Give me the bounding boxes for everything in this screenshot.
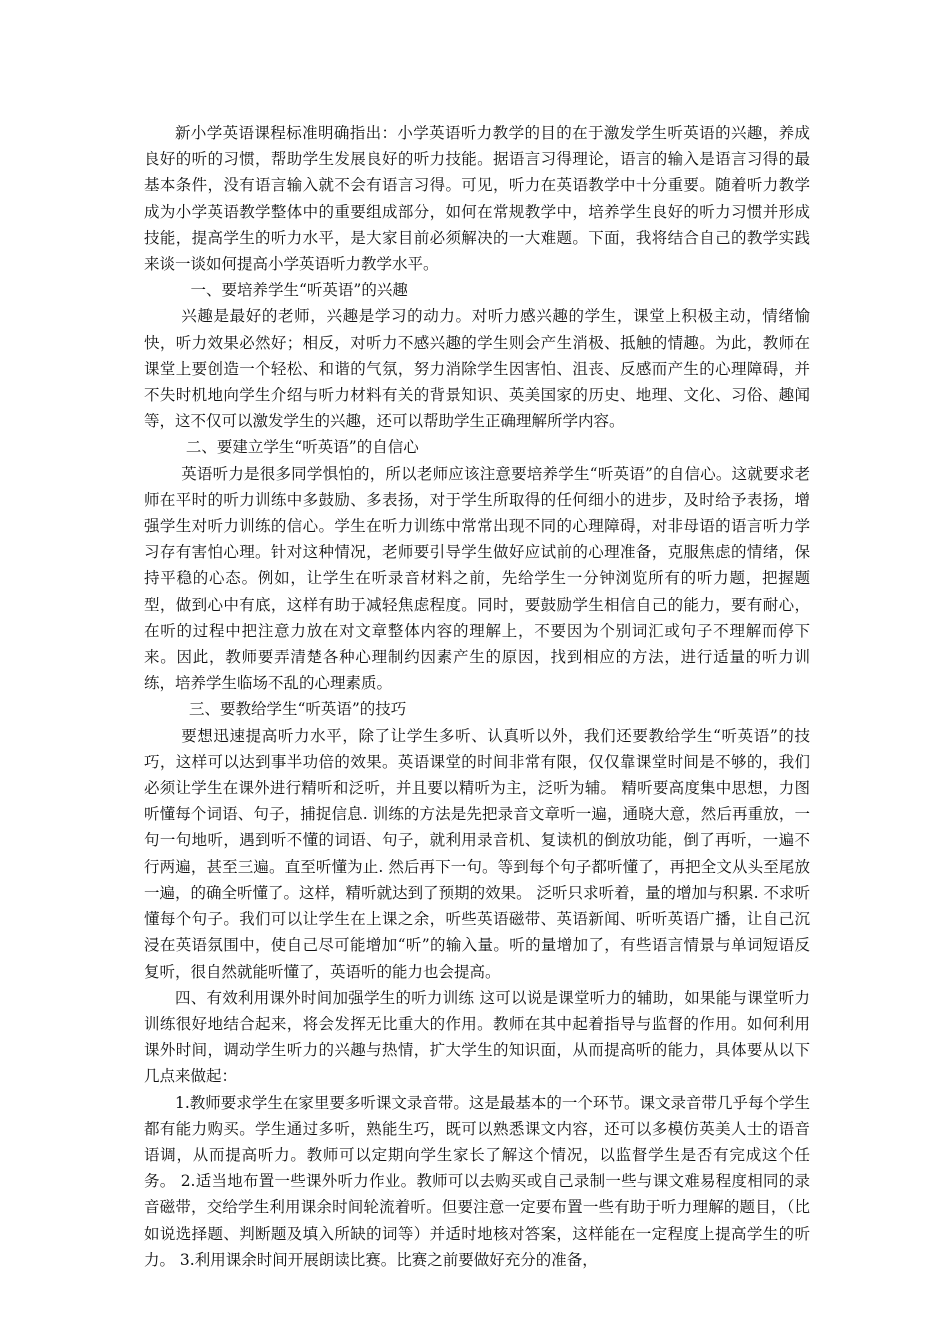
section-body-extracurricular: 四、有效利用课外时间加强学生的听力训练 这可以说是课堂听力的辅助，如果能与课堂听力训练很好地结合起来，将会发挥无比重大的作用。教师在其中起着指导与监督的作用。如何利用课外时间，调动学生听力的兴趣与热情，扩大学生的知识面，从而提高听的能力，具体要从以下几点来做起： xyxy=(144,988,810,1086)
section-points-extracurricular: 1.教师要求学生在家里要多听课文录音带。这是最基本的一个环节。课文录音带几乎每个学生都有能力购买。学生通过多听，熟能生巧，既可以熟悉课文内容，还可以多模仿英美人士的语音语调，从而提高听力。教师可以定期向学生家长了解这个情况，以监督学生是否有完成这个任务。 2.适当地布置一些课外听力作业。教师可以去购买或自己录制一些与课文难易程度相同的录音磁带，交给学生利用课余时间轮流着听。但要注意一定要布置一些有助于听力理解的题目，（比如说选择题、判断题及填入所缺的词等）并适时地核对答案，这样能在一定程度上提高学生的听力。 3.利用课余时间开展朗读比赛。比赛之前要做好充分的准备， xyxy=(144,1093,810,1269)
section-heading-confidence: 二、要建立学生“听英语”的自信心 xyxy=(185,438,419,457)
section-heading-interest: 一、要培养学生“听英语”的兴趣 xyxy=(190,281,408,300)
intro-paragraph: 新小学英语课程标准明确指出：小学英语听力教学的目的在于激发学生听英语的兴趣，养成良好的听的习惯，帮助学生发展良好的听力技能。据语言习得理论，语言的输入是语言习得的最基本条件，没有语言输入就不会有语言习得。可见，听力在英语教学中十分重要。随着听力教学成为小学英语教学整体中的重要组成部分，如何在常规教学中，培养学生良好的听力习惯并形成技能，提高学生的听力水平，是大家目前必须解决的一大难题。下面，我将结合自己的教学实践来谈一谈如何提高小学英语听力教学水平。 xyxy=(144,124,810,274)
document-page xyxy=(144,120,810,1273)
section-body-interest: 兴趣是最好的老师，兴趣是学习的动力。对听力感兴趣的学生，课堂上积极主动，情绪愉快，听力效果必然好；相反，对听力不感兴趣的学生则会产生消极、抵触的情趣。为此，教师在课堂上要创造一个轻松、和谐的气氛，努力消除学生因害怕、沮丧、反感而产生的心理障碍，并不失时机地向学生介绍与听力材料有关的背景知识、英美国家的历史、地理、文化、习俗、趣闻等，这不仅可以激发学生的兴趣，还可以帮助学生正确理解所学内容。 xyxy=(144,307,810,431)
section-body-confidence: 英语听力是很多同学惧怕的，所以老师应该注意要培养学生“听英语”的自信心。这就要求老师在平时的听力训练中多鼓励、多表扬，对于学生所取得的任何细小的进步，及时给予表扬，增强学生对听力训练的信心。学生在听力训练中常常出现不同的心理障碍，对非母语的语言听力学习存有害怕心理。针对这种情况，老师要引导学生做好应试前的心理准备，克服焦虑的情绪，保持平稳的心态。例如，让学生在听录音材料之前，先给学生一分钟浏览所有的听力题，把握题型，做到心中有底，这样有助于减轻焦虑程度。同时，要鼓励学生相信自己的能力，要有耐心，在听的过程中把注意力放在对文章整体内容的理解上，不要因为个别词汇或句子不理解而停下来。因此，教师要弄清楚各种心理制约因素产生的原因，找到相应的方法，进行适量的听力训练，培养学生临场不乱的心理素质。 xyxy=(144,464,810,693)
section-heading-skills: 三、要教给学生“听英语”的技巧 xyxy=(188,700,407,719)
section-body-skills: 要想迅速提高听力水平，除了让学生多听、认真听以外，我们还要教给学生“听英语”的技巧，这样可以达到事半功倍的效果。英语课堂的时间非常有限，仅仅靠课堂时间是不够的，我们必须让学生在课外进行精听和泛听，并且要以精听为主，泛听为辅。 精听要高度集中思想，力图听懂每个词语、句子，捕捉信息. 训练的方法是先把录音文章听一遍，通晓大意，然后再重放，一句一句地听，遇到听不懂的词语、句子，就利用录音机、复读机的倒放功能，倒了再听，一遍不行两遍，甚至三遍。直至听懂为止. 然后再下一句。等到每个句子都听懂了，再把全文从头至尾放一遍，的确全听懂了。这样，精听就达到了预期的效果。 泛听只求听着，量的增加与积累. 不求听懂每个句子。我们可以让学生在上课之余，听些英语磁带、英语新闻、听听英语广播，让自己沉浸在英语氛围中，使自己尽可能增加“听”的输入量。听的量增加了，有些语言情景与单词短语反复听，很自然就能听懂了，英语听的能力也会提高。 xyxy=(144,726,810,981)
